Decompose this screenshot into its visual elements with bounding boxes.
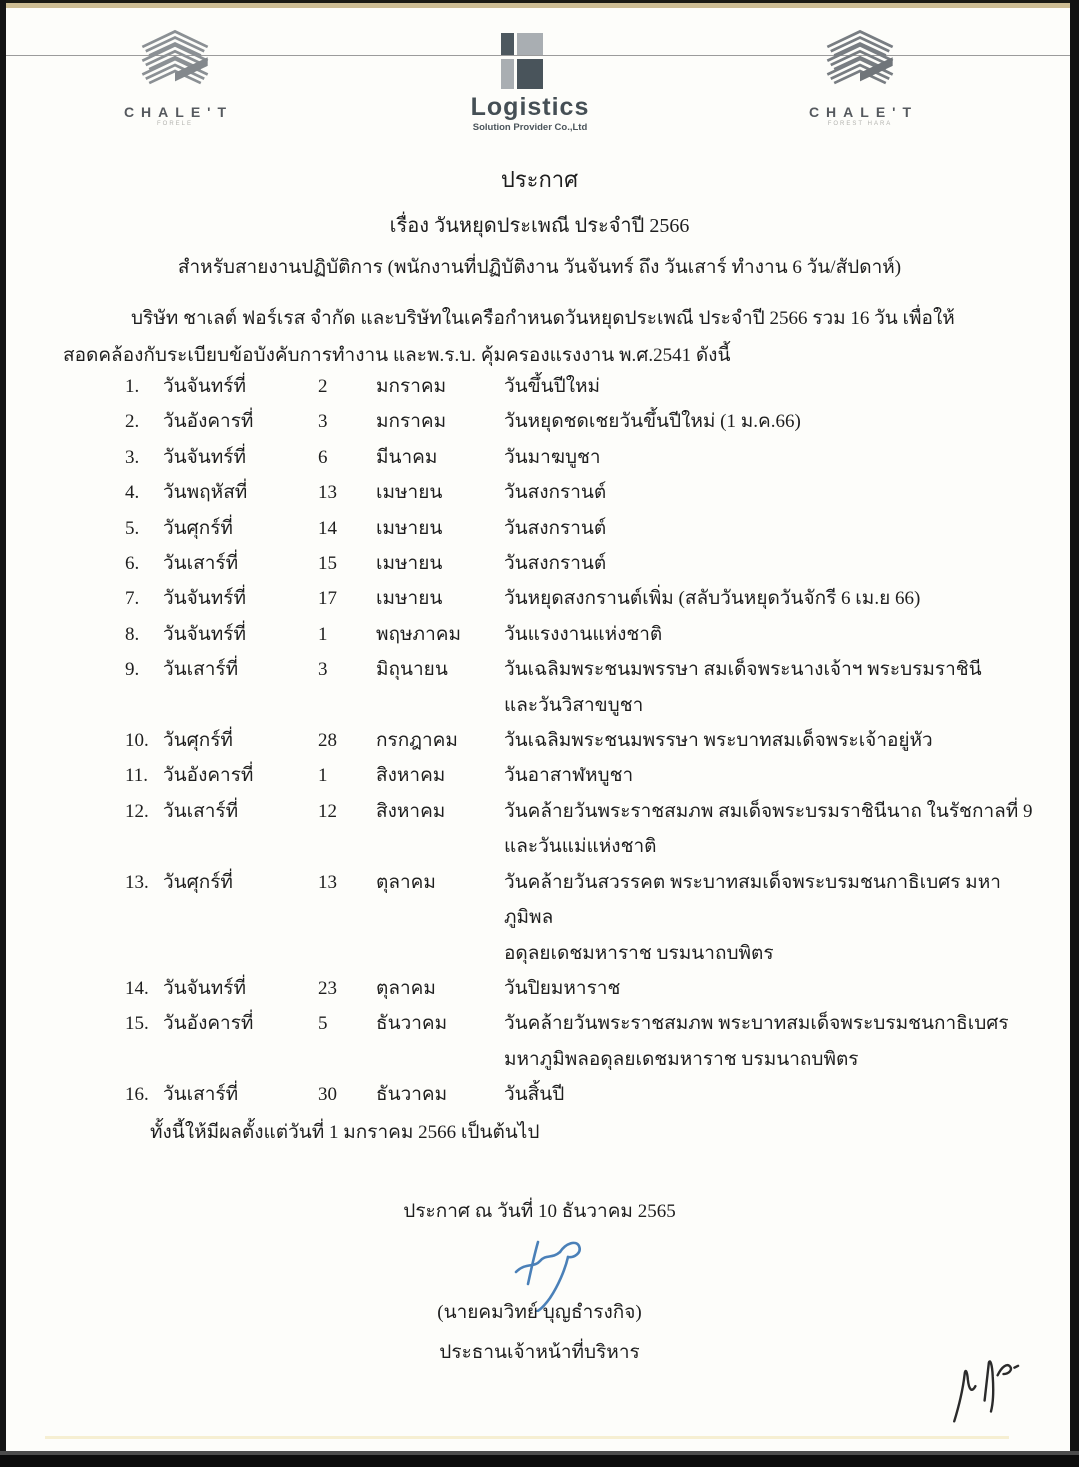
holiday-month: ธันวาคม [376, 1084, 448, 1106]
holiday-month: มิถุนายน [376, 659, 448, 681]
holiday-month: สิงหาคม [376, 800, 446, 822]
holiday-name: วันอาสาฬหบูชา [504, 765, 634, 787]
holiday-number: 11. [125, 765, 149, 787]
scan-artifact-line [45, 1436, 1009, 1439]
holiday-row [125, 865, 1041, 971]
holiday-row [125, 1006, 1041, 1077]
holiday-name: วันสิ้นปี [504, 1084, 565, 1106]
holiday-row [125, 581, 1041, 616]
holiday-weekday: วันจันทร์ที่ [163, 977, 247, 999]
holiday-name-line2: อดุลยเดชมหาราช บรมนาถบพิตร [504, 942, 774, 964]
holiday-date: 15 [318, 553, 337, 575]
holiday-month: ธันวาคม [376, 1013, 448, 1035]
holiday-date: 28 [318, 730, 337, 752]
holiday-date: 13 [318, 871, 337, 893]
holiday-name: วันขึ้นปีใหม่ [504, 376, 601, 397]
document-subject: เรื่อง วันหยุดประเพณี ประจำปี 2566 [389, 215, 690, 237]
holiday-row [125, 546, 1041, 581]
holiday-name: วันคล้ายวันพระราชสมภพ พระบาทสมเด็จพระบรมชนกาธิเบศร [504, 1013, 1009, 1035]
holiday-month: ตุลาคม [376, 977, 436, 999]
holiday-name: วันคล้ายวันสวรรคต พระบาทสมเด็จพระบรมชนกาธิเบศร มหาภูมิพล [504, 871, 1001, 929]
holiday-name: วันคล้ายวันพระราชสมภพ สมเด็จพระบรมราชินีนาถ ในรัชกาลที่ 9 [504, 800, 1033, 822]
holiday-name: วันปิยมหาราช [504, 977, 621, 999]
holiday-row [125, 617, 1041, 652]
chalet-brand-text: CHALE'T [123, 104, 234, 120]
holiday-name: วันสงกรานต์ [504, 517, 607, 539]
holiday-date: 13 [318, 482, 337, 504]
holiday-row [125, 404, 1041, 439]
holiday-name-cell [504, 581, 1041, 616]
holiday-month: เมษายน [376, 588, 443, 610]
holiday-weekday: วันอังคารที่ [163, 765, 254, 787]
holiday-name-cell [504, 369, 1041, 404]
holiday-month: มีนาคม [376, 446, 438, 468]
holiday-weekday: วันอังคารที่ [163, 1013, 254, 1035]
announcement-date: ประกาศ ณ วันที่ 10 ธันวาคม 2565 [403, 1201, 676, 1222]
holiday-date: 3 [318, 659, 328, 681]
holiday-weekday: วันพฤหัสที่ [163, 482, 248, 504]
holiday-name-cell [504, 1006, 1041, 1077]
holiday-number: 14. [125, 977, 149, 999]
holiday-name-line2: มหาภูมิพลอดุลยเดชมหาราช บรมนาถบพิตร [504, 1048, 859, 1070]
holiday-weekday: วันศุกร์ที่ [163, 517, 233, 539]
holiday-name: วันมาฆบูชา [504, 446, 601, 468]
signer-title: ประธานเจ้าหน้าที่บริหาร [439, 1342, 640, 1363]
document-scope: สำหรับสายงานปฏิบัติการ (พนักงานที่ปฏิบัติงาน วันจันทร์ ถึง วันเสาร์ ทำงาน 6 วัน/สัปดาห์) [177, 257, 902, 278]
frame-border-left [0, 0, 6, 1467]
holiday-weekday: วันศุกร์ที่ [163, 871, 233, 893]
holiday-name-cell [504, 546, 1041, 581]
holiday-row [125, 652, 1041, 723]
holiday-weekday: วันเสาร์ที่ [163, 659, 239, 681]
holiday-month: มกราคม [376, 376, 447, 397]
frame-border-tan-band [0, 3, 1079, 8]
holiday-name: วันเฉลิมพระชนมพรรษา พระบาทสมเด็จพระเจ้าอยู่หัว [504, 730, 933, 752]
chalet-brand-subtext: FOREST HARA [827, 121, 893, 127]
holiday-row [125, 369, 1041, 404]
holiday-date: 12 [318, 800, 337, 822]
holiday-row [125, 475, 1041, 510]
holiday-weekday: วันอังคารที่ [163, 411, 254, 433]
holiday-weekday: วันเสาร์ที่ [163, 1084, 239, 1106]
holiday-date: 1 [318, 623, 328, 645]
holiday-name-cell [504, 440, 1041, 475]
holiday-name: วันแรงงานแห่งชาติ [504, 623, 663, 645]
holiday-number: 6. [125, 553, 140, 575]
holiday-weekday: วันจันทร์ที่ [163, 446, 247, 468]
chalet-mark-icon [817, 28, 903, 102]
holiday-month: พฤษภาคม [376, 623, 461, 645]
holiday-month: เมษายน [376, 482, 443, 504]
holiday-date: 17 [318, 588, 337, 610]
holiday-name: วันสงกรานต์ [504, 482, 607, 504]
logistics-mark-icon [498, 33, 562, 91]
holiday-weekday: วันจันทร์ที่ [163, 588, 247, 610]
holiday-name-cell [504, 475, 1041, 510]
holiday-number: 16. [125, 1084, 149, 1106]
effective-date-note: ทั้งนี้ให้มีผลตั้งแต่วันที่ 1 มกราคม 2566 เป็นต้นไป [150, 1122, 540, 1143]
holiday-row [125, 758, 1041, 793]
holiday-row [125, 511, 1041, 546]
frame-border-bottom [0, 1455, 1079, 1467]
holiday-number: 8. [125, 623, 140, 645]
holiday-row [125, 440, 1041, 475]
holiday-month: กรกฎาคม [376, 730, 458, 752]
logistics-logo [440, 33, 620, 133]
holiday-month: เมษายน [376, 517, 443, 539]
holiday-month: เมษายน [376, 553, 443, 575]
frame-border-right [1070, 0, 1079, 1467]
holiday-name-cell [504, 511, 1041, 546]
chalet-mark-icon [132, 28, 218, 102]
holiday-number: 15. [125, 1013, 149, 1035]
holiday-name-cell [504, 794, 1041, 865]
holiday-number: 1. [125, 376, 140, 397]
chalet-logo-left [108, 28, 242, 127]
chalet-logo-right [793, 28, 927, 127]
holiday-name-cell [504, 652, 1041, 723]
holiday-name-cell [504, 723, 1041, 758]
holiday-number: 7. [125, 588, 140, 610]
holiday-date: 2 [318, 376, 328, 397]
holiday-number: 13. [125, 871, 149, 893]
holiday-number: 5. [125, 517, 140, 539]
holiday-number: 12. [125, 800, 149, 822]
holiday-date: 14 [318, 517, 337, 539]
document-title: ประกาศ [500, 167, 579, 192]
holiday-number: 9. [125, 659, 140, 681]
holiday-number: 4. [125, 482, 140, 504]
holiday-weekday: วันจันทร์ที่ [163, 376, 247, 397]
holiday-date: 5 [318, 1013, 328, 1035]
holiday-date: 30 [318, 1084, 337, 1106]
chalet-brand-subtext: FORELE [156, 121, 193, 127]
holiday-weekday: วันศุกร์ที่ [163, 730, 233, 752]
holiday-weekday: วันเสาร์ที่ [163, 800, 239, 822]
signer-name: (นายคมวิทย์ บุญธำรงกิจ) [437, 1302, 642, 1323]
holiday-row [125, 1077, 1041, 1112]
holiday-name-cell [504, 971, 1041, 1006]
holiday-month: สิงหาคม [376, 765, 446, 787]
intro-paragraph-line2: สอดคล้องกับระเบียบข้อบังคับการทำงาน และพ.ร.บ. คุ้มครองแรงงาน พ.ศ.2541 ดังนี้ [63, 345, 731, 366]
holiday-name: วันสงกรานต์ [504, 553, 607, 575]
intro-paragraph-line1: บริษัท ชาเลต์ ฟอร์เรส จำกัด และบริษัทในเครือกำหนดวันหยุดประเพณี ประจำปี 2566 รวม 16 วัน เพื่อให้ [131, 308, 955, 329]
logistics-brand-text: Logistics [470, 93, 590, 121]
holiday-weekday: วันเสาร์ที่ [163, 553, 239, 575]
holiday-date: 6 [318, 446, 328, 468]
holiday-date: 3 [318, 411, 328, 433]
holiday-date: 1 [318, 765, 328, 787]
holiday-name-line2: และวันวิสาขบูชา [504, 694, 644, 716]
logistics-brand-subtext: Solution Provider Co.,Ltd [472, 122, 588, 133]
holiday-date: 23 [318, 977, 337, 999]
holiday-weekday: วันจันทร์ที่ [163, 623, 247, 645]
holiday-month: มกราคม [376, 411, 447, 433]
holiday-name: วันหยุดสงกรานต์เพิ่ม (สลับวันหยุดวันจักรี 6 เม.ย 66) [504, 588, 921, 610]
holiday-name: วันเฉลิมพระชนมพรรษา สมเด็จพระนางเจ้าฯ พระบรมราชินี [504, 659, 982, 681]
holiday-month: ตุลาคม [376, 871, 436, 893]
chalet-brand-text: CHALE'T [808, 104, 919, 120]
holiday-name: วันหยุดชดเชยวันขึ้นปีใหม่ (1 ม.ค.66) [504, 411, 801, 433]
holiday-row [125, 723, 1041, 758]
holiday-name-cell [504, 758, 1041, 793]
holiday-number: 10. [125, 730, 149, 752]
holiday-name-line2: และวันแม่แห่งชาติ [504, 836, 657, 858]
holiday-name-cell [504, 404, 1041, 439]
holiday-table [125, 369, 1041, 1113]
holiday-name-cell [504, 617, 1041, 652]
holiday-row [125, 971, 1041, 1006]
holiday-row [125, 794, 1041, 865]
holiday-name-cell [504, 1077, 1041, 1112]
holiday-number: 3. [125, 446, 140, 468]
holiday-name-cell [504, 865, 1041, 971]
holiday-number: 2. [125, 411, 140, 433]
